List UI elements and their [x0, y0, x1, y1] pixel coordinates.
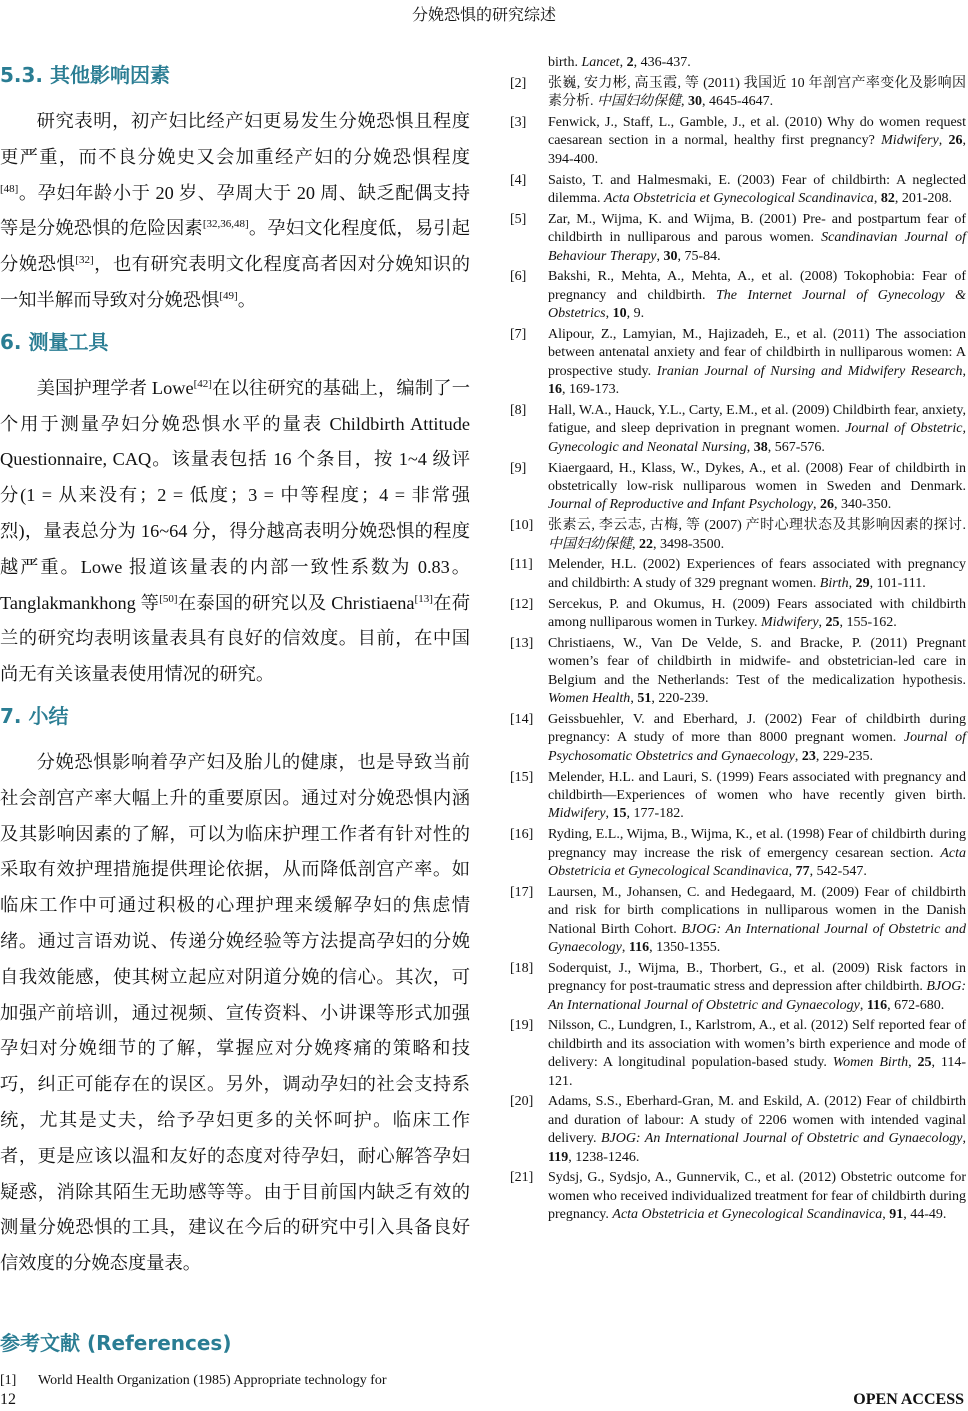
reference-number: [19]: [510, 1018, 534, 1034]
reference-text: Saisto, T. and Halmesmaki, E. (2003) Fear of childbirth: A neglected dilemma.: [548, 172, 966, 207]
reference-journal: Acta Obstetricia et Gynecological Scandinavica: [604, 191, 874, 207]
separator: ,: [632, 536, 639, 552]
reference-item: [510, 172, 966, 209]
reference-text: Geissbuehler, V. and Eberhard, J. (2002) Fear of childbirth during pregnancy: A study of more than 8000 pregnant women.: [548, 711, 966, 746]
reference-text: Soderquist, J., Wijma, B., Thorbert, G., et al. (2009) Risk factors in pregnancy for post-traumatic stress and depression after childbirth.: [548, 960, 966, 995]
text-span: 研究表明，初产妇比经产妇更易发生分娩恐惧且程度更严重，而不良分娩史又会加重经产妇的分娩恐惧程度: [0, 111, 470, 167]
reference-item: [510, 517, 966, 554]
reference-text: Alipour, Z., Lamyian, M., Hajizadeh, E., et al. (2011) The association between antenatal anxiety and fear of childbirth in nulliparous women: A prospective study.: [548, 327, 966, 379]
reference-journal: Midwifery: [548, 806, 606, 822]
text-span: 在以往研究的基础上，编制了一个用于测量孕妇分娩恐惧水平的量表 Childbirth Attitude Questionnaire, CAQ。该量表包括 16 个条目，按 1~4 级评分(1 = 从来没有；2 = 低度；3 = 中等程度；4 = 非常强烈)，量表总分为 16~64 分，得分越高表明分娩恐惧的程度越严重。Lowe 报道该量表的内部一致性系数为 0.83。Tanglakmankhong 等: [0, 377, 470, 613]
reference-volume: 26: [948, 133, 963, 149]
separator: ,: [794, 748, 802, 764]
reference-item: [510, 635, 966, 709]
separator: ,: [873, 191, 881, 207]
separator: ,: [848, 575, 856, 591]
reference-item: [510, 826, 966, 881]
reference-journal: Midwifery: [881, 133, 939, 149]
reference-journal: Scandinavian Journal of Behaviour Therapy: [548, 230, 966, 264]
reference-number: [7]: [510, 327, 527, 343]
citation[interactable]: [32,36,48]: [202, 218, 249, 231]
reference-volume: 77: [795, 863, 810, 879]
separator: ,: [656, 248, 664, 264]
reference-pages: , 1238-1246.: [568, 1149, 640, 1165]
reference-volume: 38: [753, 439, 768, 455]
reference-journal: Acta Obstetricia et Gynecological Scandinavica: [612, 1207, 883, 1223]
separator: ,: [938, 133, 949, 149]
citation[interactable]: [13]: [414, 592, 433, 605]
reference-pages: , 567-576.: [767, 439, 825, 455]
text-span: 在荷兰的研究均表明该量表具有良好的信效度。目前，在中国尚无有关该量表使用情况的研究。: [0, 592, 470, 685]
reference-number: [10]: [510, 518, 534, 534]
separator: ,: [962, 1131, 966, 1147]
reference-number: [8]: [510, 403, 527, 419]
reference-number: [2]: [510, 75, 527, 91]
reference-journal: Journal of Psychosomatic Obstetrics and Gynaecology: [548, 730, 966, 764]
reference-pages: , 44-49.: [903, 1207, 947, 1223]
reference-journal: BJOG: An International Journal of Obstetric and Gynaecology: [548, 979, 966, 1013]
references-heading: 参考文献 (References): [0, 1330, 232, 1355]
reference-text: Bakshi, R., Mehta, A., Mehta, A., et al. (2008) Tokophobia: Fear of pregnancy and childbirth.: [548, 269, 966, 303]
reference-number: [4]: [510, 172, 527, 188]
reference-item: [510, 211, 966, 266]
reference-item: [510, 75, 966, 112]
reference-volume: 15: [612, 806, 627, 822]
reference-journal: BJOG: An International Journal of Obstetric and Gynaecology: [548, 921, 966, 955]
reference-number: [9]: [510, 460, 527, 476]
reference-item: [510, 1017, 966, 1091]
reference-volume: 25: [917, 1055, 932, 1071]
reference-journal: Lancet: [581, 55, 620, 70]
separator: ,: [859, 997, 867, 1013]
paragraph-other-factors: [0, 104, 470, 319]
reference-journal: Journal of Obstetric, Gynecologic and Neonatal Nursing: [548, 421, 966, 455]
section-heading-5-3: 5.3. 其他影响因素: [0, 63, 170, 87]
reference-pages: , 201-208.: [894, 191, 952, 207]
reference-volume: 119: [548, 1149, 569, 1165]
separator: ,: [818, 615, 826, 631]
reference-item: [510, 460, 966, 515]
separator: ,: [630, 691, 638, 707]
text-span: ，也有研究表明文化程度高者因对分娩知识的一知半解而导致对分娩恐惧: [0, 254, 471, 310]
reference-item: [510, 402, 966, 457]
reference-pages: , 394-400.: [548, 133, 967, 167]
reference-item: [510, 884, 966, 958]
reference-number: [15]: [510, 769, 534, 785]
reference-item: [510, 960, 966, 1015]
reference-journal: Iranian Journal of Nursing and Midwifery Research: [656, 363, 963, 379]
reference-volume: 16: [548, 382, 562, 398]
reference-pages: , 672-680.: [887, 997, 945, 1013]
reference-pages: , 542-547.: [809, 863, 867, 879]
paragraph-measurement-tools: [0, 371, 470, 693]
left-column: [0, 58, 470, 1393]
reference-volume: 82: [880, 191, 895, 207]
right-column: [510, 54, 966, 1227]
reference-volume: 116: [628, 939, 650, 955]
page-number: 12: [0, 1391, 16, 1408]
reference-pages: , 229-235.: [815, 748, 874, 764]
reference-number: [12]: [510, 596, 534, 612]
reference-text: Sydsj, G., Sydsjo, A., Gunnervik, C., et al. (2012) Obstetric outcome for women who received individualized treatment for fear of childbirth during pregnancy.: [548, 1170, 966, 1223]
reference-item: [510, 556, 966, 593]
reference-item: [510, 54, 966, 72]
reference-item: [510, 769, 966, 824]
reference-journal: Midwifery: [760, 615, 819, 631]
reference-text: World Health Organization (1985) Appropriate technology for: [38, 1372, 387, 1388]
reference-text: Adams, S.S., Eberhard-Gran, M. and Eskild, A. (2012) Fear of childbirth and duration of labour: A study of 2206 women with intended vaginal delivery.: [548, 1094, 966, 1147]
reference-number: [20]: [510, 1094, 534, 1110]
reference-item: [0, 1372, 470, 1390]
reference-number: [6]: [510, 269, 527, 285]
reference-text: 张巍, 安力彬, 高玉霞, 等 (2011) 我国近 10 年剖宫产率变化及影响因素分析.: [548, 75, 966, 110]
reference-item: [510, 1169, 966, 1224]
reference-number: [13]: [510, 635, 534, 651]
separator: ,: [788, 863, 796, 879]
reference-journal: Birth: [819, 575, 849, 591]
open-access-label: OPEN ACCESS: [853, 1391, 964, 1408]
reference-journal: Women Health: [548, 691, 631, 707]
text-span: 。: [237, 289, 256, 310]
reference-pages: , 101-111.: [869, 575, 926, 591]
reference-number: [14]: [510, 711, 534, 727]
text-span: 在泰国的研究以及 Christiaena: [177, 592, 415, 613]
reference-text: Fenwick, J., Staff, L., Gamble, J., et al. (2010) Why do women request caesarean section in a normal, healthy first pregnancy?: [548, 115, 966, 149]
reference-volume: 51: [637, 691, 652, 707]
text-span: 。孕妇文化程度低，易引起分娩恐惧: [0, 218, 471, 275]
reference-text: Hall, W.A., Hauck, Y.L., Carty, E.M., et al. (2009) Childbirth fear, anxiety, fatigue, and sleep deprivation in pregnant women.: [548, 403, 966, 437]
section-heading-6: 6. 测量工具: [0, 329, 109, 354]
reference-journal: 中国妇幼保健: [548, 536, 632, 552]
citation[interactable]: [32]: [75, 254, 94, 267]
reference-item: [510, 114, 966, 169]
reference-text: Melender, H.L. and Lauri, S. (1999) Fears associated with pregnancy and childbirth—Experiences of women who have recently given birth.: [548, 769, 966, 803]
reference-number: [17]: [510, 884, 534, 900]
reference-item: [510, 596, 966, 633]
separator: ,: [882, 1207, 890, 1223]
citation[interactable]: [49]: [219, 289, 238, 302]
separator: ,: [908, 1055, 918, 1071]
citation[interactable]: [42]: [193, 377, 212, 390]
reference-volume: 10: [612, 306, 627, 322]
reference-item: [510, 268, 966, 323]
reference-number: [11]: [510, 557, 533, 573]
reference-number: [16]: [510, 827, 534, 843]
reference-item: [510, 326, 966, 400]
text-span: 美国护理学者 Lowe: [36, 377, 194, 398]
reference-pages: , 177-182.: [626, 806, 684, 822]
reference-pages: , 3498-3500.: [653, 536, 725, 552]
reference-text: Ryding, E.L., Wijma, B., Wijma, K., et al. (1998) Fear of childbirth during pregnancy may increase the risk of emergency cesarean section.: [548, 827, 966, 861]
separator: ,: [746, 439, 754, 455]
reference-number: [3]: [510, 115, 527, 130]
reference-journal: The Internet Journal of Gynecology & Obstetrics: [548, 287, 966, 322]
reference-item: [510, 1093, 966, 1167]
reference-pages: , 4645-4647.: [702, 94, 774, 110]
reference-pages: , 220-239.: [651, 691, 709, 707]
reference-volume: 23: [801, 748, 816, 764]
reference-journal: BJOG: An International Journal of Obstetric and Gynaecology: [600, 1131, 963, 1147]
reference-pages: , 340-350.: [834, 497, 892, 513]
separator: ,: [621, 939, 629, 955]
reference-volume: 116: [866, 997, 888, 1013]
reference-number: [21]: [510, 1170, 534, 1186]
citation[interactable]: [48]: [0, 182, 19, 195]
reference-journal: Acta Obstetricia et Gynecological Scandinavica: [548, 845, 966, 879]
reference-journal: 中国妇幼保健: [597, 94, 681, 110]
section-heading-7: 7. 小结: [0, 703, 69, 728]
reference-journal: Journal of Reproductive and Infant Psychology: [548, 497, 814, 513]
reference-volume: 26: [820, 497, 835, 513]
reference-volume: 2: [626, 55, 634, 70]
citation[interactable]: [50]: [159, 592, 178, 605]
separator: ,: [619, 55, 627, 70]
reference-item: [510, 711, 966, 766]
paragraph-summary: 分娩恐惧影响着孕产妇及胎儿的健康，也是导致当前社会剖宫产率大幅上升的重要原因。通过对分娩恐惧内涵及其影响因素的了解，可以为临床护理工作者有针对性的采取有效护理措施提供理论依据，从而降低剖宫产率。如临床工作中可通过积极的心理护理来缓解孕妇的焦虑情绪。通过言语劝说、传递分娩经验等方法提高孕妇的分娩自我效能感，使其树立起应对阴道分娩的信心。其次，可加强产前培训，通过视频、宣传资料、小讲课等形式加强孕妇对分娩细节的了解，掌握应对分娩疼痛的策略和技巧，纠正可能存在的误区。另外，调动孕妇的社会支持系统，尤其是丈夫，给予孕妇更多的关怀呵护。临床工作者，更是应该以温和友好的态度对待孕妇，耐心解答孕妇疑惑，消除其陌生无助感等等。由于目前国内缺乏有效的测量分娩恐惧的工具，建议在今后的研究中引入具备良好信效度的分娩态度量表。: [0, 751, 470, 1274]
reference-text: Zar, M., Wijma, K. and Wijma, B. (2001) Pre- and postpartum fear of childbirth in nulliparous and parous women.: [548, 211, 966, 246]
reference-text: Nilsson, C., Lundgren, I., Karlstrom, A., et al. (2012) Self reported fear of childbirth and its association with women’s birth experience and mode of delivery: A longitudinal population-based study.: [548, 1018, 966, 1071]
reference-text: Laursen, M., Johansen, C. and Hedegaard, M. (2009) Fear of childbirth and risk for birth complications in nulliparous women in the Danish National Birth Cohort.: [548, 884, 966, 937]
reference-volume: 22: [639, 536, 653, 552]
reference-volume: 91: [889, 1207, 904, 1223]
reference-pages: , 436-437.: [633, 55, 691, 70]
reference-pages: , 9.: [626, 306, 645, 322]
reference-text: Christiaens, W., Van De Velde, S. and Bracke, P. (2011) Pregnant women’s fear of childbirth in midwife- and obstetrician-led care in Belgium and the Netherlands: Test of the medicalization hypothesis.: [548, 635, 966, 688]
separator: ,: [813, 497, 821, 513]
reference-pages: , 114-121.: [548, 1055, 967, 1089]
reference-journal: Women Birth: [832, 1055, 909, 1071]
reference-number: [5]: [510, 211, 527, 227]
reference-text: Sercekus, P. and Okumus, H. (2009) Fears associated with childbirth among nulliparous women in Turkey.: [548, 596, 966, 631]
reference-volume: 30: [688, 94, 702, 110]
reference-number: [1]: [0, 1372, 17, 1388]
reference-volume: 25: [825, 615, 840, 631]
text-span: 。孕妇年龄小于 20 岁、孕周大于 20 周、缺乏配偶支持等是分娩恐惧的危险因素: [0, 182, 470, 239]
reference-pages: , 169-173.: [562, 382, 620, 398]
reference-text: birth.: [548, 55, 582, 70]
reference-text: 张素云, 李云志, 古梅, 等 (2007) 产时心理状态及其影响因素的探讨.: [548, 518, 966, 534]
reference-volume: 30: [663, 248, 678, 264]
separator: ,: [962, 363, 966, 379]
reference-number: [18]: [510, 960, 534, 976]
reference-pages: , 155-162.: [839, 615, 897, 631]
running-title: 分娩恐惧的研究综述: [411, 7, 556, 24]
separator: ,: [605, 306, 613, 322]
reference-pages: , 75-84.: [677, 248, 721, 264]
reference-pages: , 1350-1355.: [649, 939, 721, 955]
reference-volume: 29: [855, 575, 870, 591]
reference-text: Kiaergaard, H., Klass, W., Dykes, A., et al. (2008) Fear of childbirth in obstetrically low-risk nulliparous women in Sweden and Denmark.: [548, 460, 966, 495]
separator: ,: [605, 806, 613, 822]
separator: ,: [681, 94, 688, 110]
reference-text: Melender, H.L. (2002) Experiences of fears associated with pregnancy and childbirth: A study of 329 pregnant women.: [548, 557, 966, 591]
